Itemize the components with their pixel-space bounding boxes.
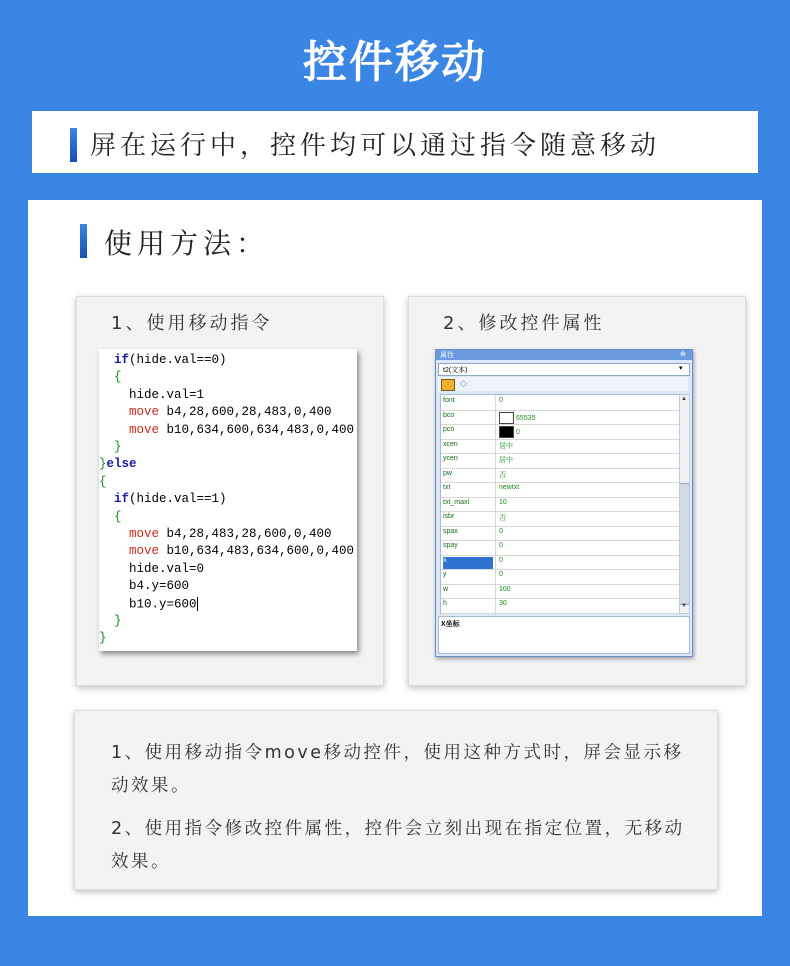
code-line: [99, 423, 354, 437]
component-select-value: t2(文本): [443, 367, 468, 374]
column-divider: [495, 569, 496, 584]
property-row-txt-maxl[interactable]: [441, 497, 679, 513]
banner-text: 屏在运行中，控件均可以通过指令随意移动: [90, 131, 661, 161]
code-line: [99, 562, 204, 576]
code-text: b4.y=600: [99, 579, 190, 594]
column-divider: [495, 468, 496, 483]
code-text: (hide.val==0): [129, 353, 227, 367]
usage-heading: 使用方法：: [104, 227, 270, 260]
property-value-text: 居中: [499, 457, 513, 464]
code-text: [99, 492, 114, 506]
code-keyword: if: [114, 492, 130, 507]
code-text: hide.val=1: [99, 387, 205, 402]
code-text: b4,28,483,28,600,0,400: [159, 527, 332, 541]
code-text: b10,634,600,634,483,0,400: [159, 422, 355, 437]
property-key: h: [443, 600, 447, 607]
property-key: font: [443, 397, 455, 404]
column-divider: [495, 497, 496, 512]
scroll-down-icon[interactable]: ▼: [681, 603, 687, 609]
property-value[interactable]: [499, 470, 506, 480]
property-row-xcen[interactable]: [441, 439, 679, 455]
property-panel-title: 属性: [440, 352, 454, 359]
code-line: [99, 388, 204, 402]
property-row-pco[interactable]: [441, 424, 679, 440]
code-text: [99, 527, 129, 541]
property-value[interactable]: [499, 499, 507, 506]
code-line: [99, 440, 122, 454]
column-divider: [495, 511, 496, 526]
property-value-text: 0: [499, 556, 503, 564]
code-editor[interactable]: [99, 349, 357, 651]
property-description-text: X坐标: [441, 621, 460, 628]
code-brace: {: [99, 370, 122, 385]
text-cursor: [197, 597, 198, 611]
property-value[interactable]: [499, 557, 503, 564]
card2-title: 2、修改控件属性: [443, 313, 605, 334]
property-scrollbar[interactable]: [679, 394, 690, 614]
property-row-h[interactable]: [441, 598, 679, 614]
code-command: move: [129, 544, 160, 559]
column-divider: [495, 453, 496, 468]
property-value[interactable]: [499, 528, 503, 535]
property-key: x: [443, 557, 493, 569]
component-select[interactable]: [438, 363, 690, 376]
column-divider: [495, 424, 496, 439]
note-move-command: 1、使用移动指令move移动控件，使用这种方式时，屏会显示移动效果。: [111, 743, 684, 796]
property-value-text: 0: [499, 527, 503, 535]
property-value-text: 100: [499, 585, 511, 593]
property-value[interactable]: [499, 441, 513, 451]
property-value[interactable]: [499, 513, 506, 523]
property-value-text: 居中: [499, 442, 513, 450]
property-panel: [435, 349, 693, 657]
property-value[interactable]: [499, 412, 535, 424]
code-line: [99, 579, 189, 593]
property-key: xcen: [443, 440, 458, 448]
property-key: ycen: [443, 455, 458, 462]
banner: [32, 111, 758, 173]
property-key: pw: [443, 469, 452, 477]
column-divider: [495, 584, 496, 599]
code-line: [99, 597, 198, 611]
code-line: [99, 457, 137, 471]
property-value-text: 否: [499, 471, 506, 479]
code-line: [99, 631, 107, 645]
color-swatch: [499, 412, 514, 424]
property-key: isbr: [443, 513, 455, 520]
note-modify-property: 2、使用指令修改控件属性，控件会立刻出现在指定位置，无移动效果。: [111, 819, 685, 872]
code-brace: }: [99, 614, 122, 628]
code-keyword: if: [114, 353, 130, 367]
property-row-x[interactable]: [441, 555, 679, 571]
property-value[interactable]: [499, 426, 520, 438]
property-value[interactable]: [499, 542, 503, 549]
property-value[interactable]: [499, 600, 507, 607]
property-row-txt[interactable]: [441, 482, 679, 498]
property-row-pw[interactable]: [441, 468, 679, 484]
column-divider: [495, 598, 496, 613]
code-brace: }: [99, 457, 107, 472]
main-panel: [28, 200, 762, 916]
property-key: txt_maxl: [443, 498, 470, 506]
property-value[interactable]: [499, 586, 511, 593]
property-row-font[interactable]: [441, 395, 679, 411]
property-grid: [440, 394, 680, 614]
property-value[interactable]: [499, 397, 503, 404]
modify-property-card: [408, 296, 746, 686]
property-row-y[interactable]: [441, 569, 679, 585]
code-line: [99, 475, 107, 489]
code-text: [99, 405, 129, 419]
code-command: move: [129, 527, 160, 541]
property-value-text: newtxt: [499, 484, 520, 491]
property-value-text: 30: [499, 600, 507, 607]
property-value[interactable]: [499, 455, 513, 465]
property-value-text: 否: [499, 515, 506, 522]
property-row-w[interactable]: [441, 584, 679, 600]
code-line: [99, 492, 227, 506]
code-text: b4,28,600,28,483,0,400: [159, 405, 332, 420]
property-value-text: 0: [516, 428, 520, 436]
property-value[interactable]: [499, 571, 503, 578]
property-value[interactable]: [499, 484, 519, 491]
property-value-text: 10: [499, 498, 507, 506]
code-text: [99, 353, 114, 367]
color-swatch: [499, 426, 514, 438]
categorized-icon[interactable]: [441, 379, 455, 391]
property-key: pco: [443, 426, 455, 433]
property-row-isbr[interactable]: [441, 511, 679, 527]
code-text: b10,634,483,634,600,0,400: [159, 544, 355, 559]
code-brace: }: [99, 631, 107, 646]
notes-card: [74, 710, 718, 890]
code-line: [99, 405, 332, 419]
property-value-text: 0: [499, 542, 503, 549]
usage-accent-bar: [80, 224, 87, 258]
move-command-card: [76, 296, 384, 686]
property-key: txt: [443, 484, 451, 491]
code-command: move: [129, 422, 160, 437]
card1-title: 1、使用移动指令: [111, 313, 273, 334]
property-key: y: [443, 571, 447, 578]
property-key: spax: [443, 527, 458, 535]
pin-icon[interactable]: ⊕: [680, 351, 686, 358]
code-text: hide.val=0: [99, 561, 205, 576]
code-line: [99, 527, 332, 541]
property-toolbar: [438, 377, 688, 391]
code-command: move: [129, 405, 160, 420]
property-row-spax[interactable]: [441, 526, 679, 542]
property-panel-header: [436, 350, 692, 360]
scroll-up-icon[interactable]: ▲: [681, 396, 687, 402]
column-divider: [495, 410, 496, 425]
property-row-bco[interactable]: [441, 410, 679, 426]
code-line: [99, 510, 122, 524]
property-key: bco: [443, 411, 455, 419]
column-divider: [495, 395, 496, 410]
property-key: spay: [443, 542, 458, 549]
code-brace: }: [99, 440, 122, 454]
property-row-spay[interactable]: [441, 540, 679, 556]
property-description: [438, 616, 690, 654]
code-line: [99, 370, 122, 384]
property-key: w: [443, 585, 449, 593]
sort-icon[interactable]: ◇: [460, 378, 467, 388]
banner-accent-bar: [70, 128, 77, 162]
column-divider: [495, 482, 496, 497]
page-title: 控件移动: [303, 37, 487, 88]
column-divider: [495, 540, 496, 555]
property-value-text: 0: [499, 397, 503, 404]
property-row-ycen[interactable]: [441, 453, 679, 469]
code-text: [99, 423, 129, 437]
scrollbar-thumb[interactable]: [680, 483, 689, 605]
code-text: b10.y=600: [99, 596, 197, 611]
chevron-down-icon[interactable]: ▾: [679, 365, 683, 372]
code-text: [99, 544, 129, 558]
property-value-text: 0: [499, 571, 503, 578]
code-line: [99, 544, 354, 558]
code-keyword: else: [106, 457, 137, 472]
code-line: [99, 353, 227, 367]
column-divider: [495, 526, 496, 541]
column-divider: [495, 555, 496, 570]
code-brace: {: [99, 474, 107, 489]
property-value-text: 65535: [516, 414, 536, 422]
code-line: [99, 614, 122, 628]
code-text: (hide.val==1): [129, 492, 227, 507]
column-divider: [495, 439, 496, 454]
code-brace: {: [99, 509, 122, 524]
